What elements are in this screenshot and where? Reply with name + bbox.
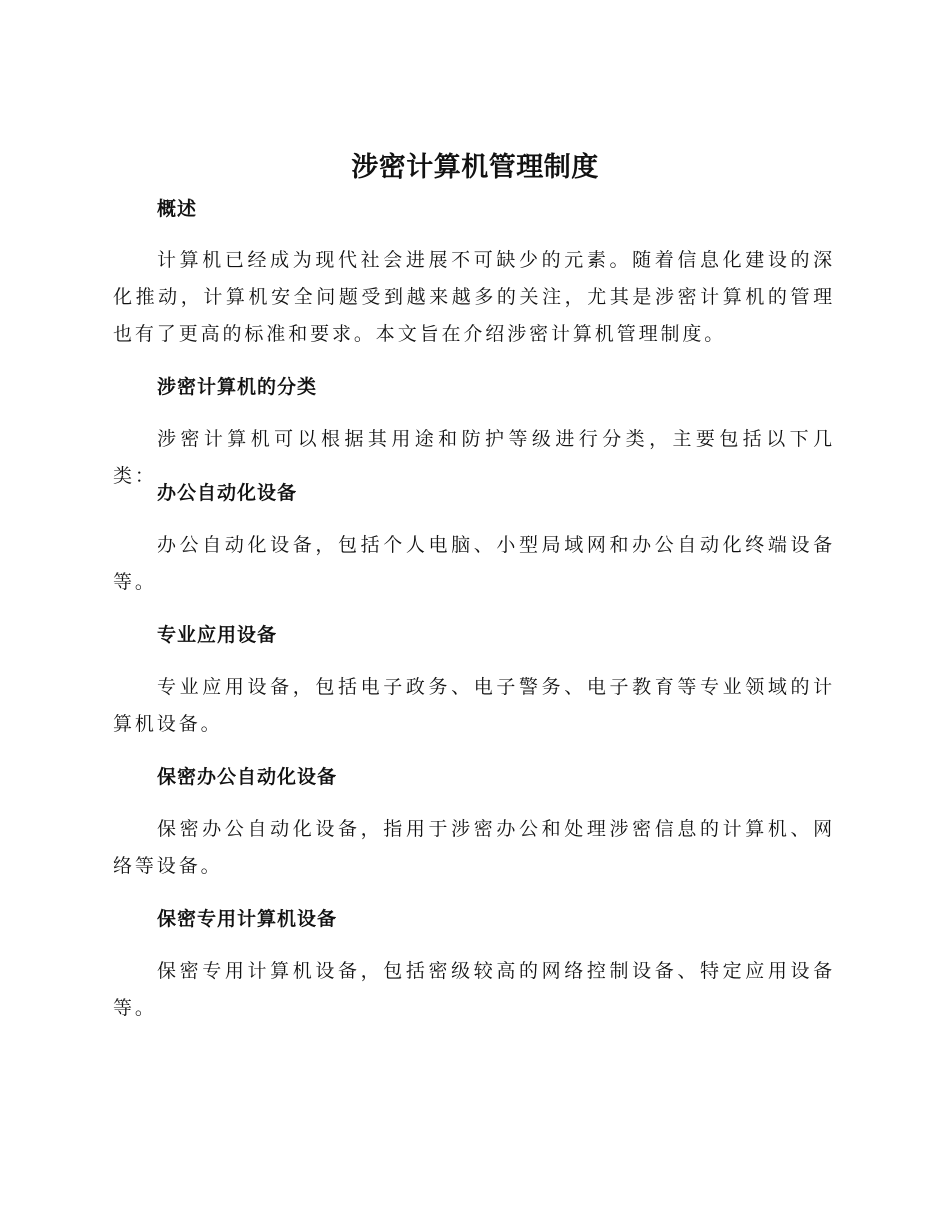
section-body-secure-office-automation: 保密办公自动化设备，指用于涉密办公和处理涉密信息的计算机、网络等设备。 bbox=[113, 818, 835, 877]
section-heading-secure-office-automation: 保密办公自动化设备 bbox=[157, 766, 338, 788]
section-body-office-automation: 办公自动化设备，包括个人电脑、小型局域网和办公自动化终端设备等。 bbox=[113, 534, 835, 593]
section-heading-professional-application: 专业应用设备 bbox=[157, 624, 278, 646]
section-body-professional-application: 专业应用设备，包括电子政务、电子警务、电子教育等专业领域的计算机设备。 bbox=[113, 676, 835, 735]
section-body-overview: 计算机已经成为现代社会进展不可缺少的元素。随着信息化建设的深化推动，计算机安全问题受到越来越多的关注，尤其是涉密计算机的管理也有了更高的标准和要求。本文旨在介绍涉密计算机管理制度。 bbox=[113, 249, 835, 345]
section-heading-classification: 涉密计算机的分类 bbox=[157, 376, 318, 398]
document-title: 涉密计算机管理制度 bbox=[351, 152, 599, 183]
section-heading-office-automation: 办公自动化设备 bbox=[157, 482, 298, 504]
section-body-secure-dedicated-computer: 保密专用计算机设备，包括密级较高的网络控制设备、特定应用设备等。 bbox=[113, 960, 835, 1019]
section-heading-secure-dedicated-computer: 保密专用计算机设备 bbox=[157, 908, 338, 930]
section-heading-overview: 概述 bbox=[157, 198, 198, 220]
section-body-classification: 涉密计算机可以根据其用途和防护等级进行分类，主要包括以下几类： bbox=[113, 428, 835, 487]
